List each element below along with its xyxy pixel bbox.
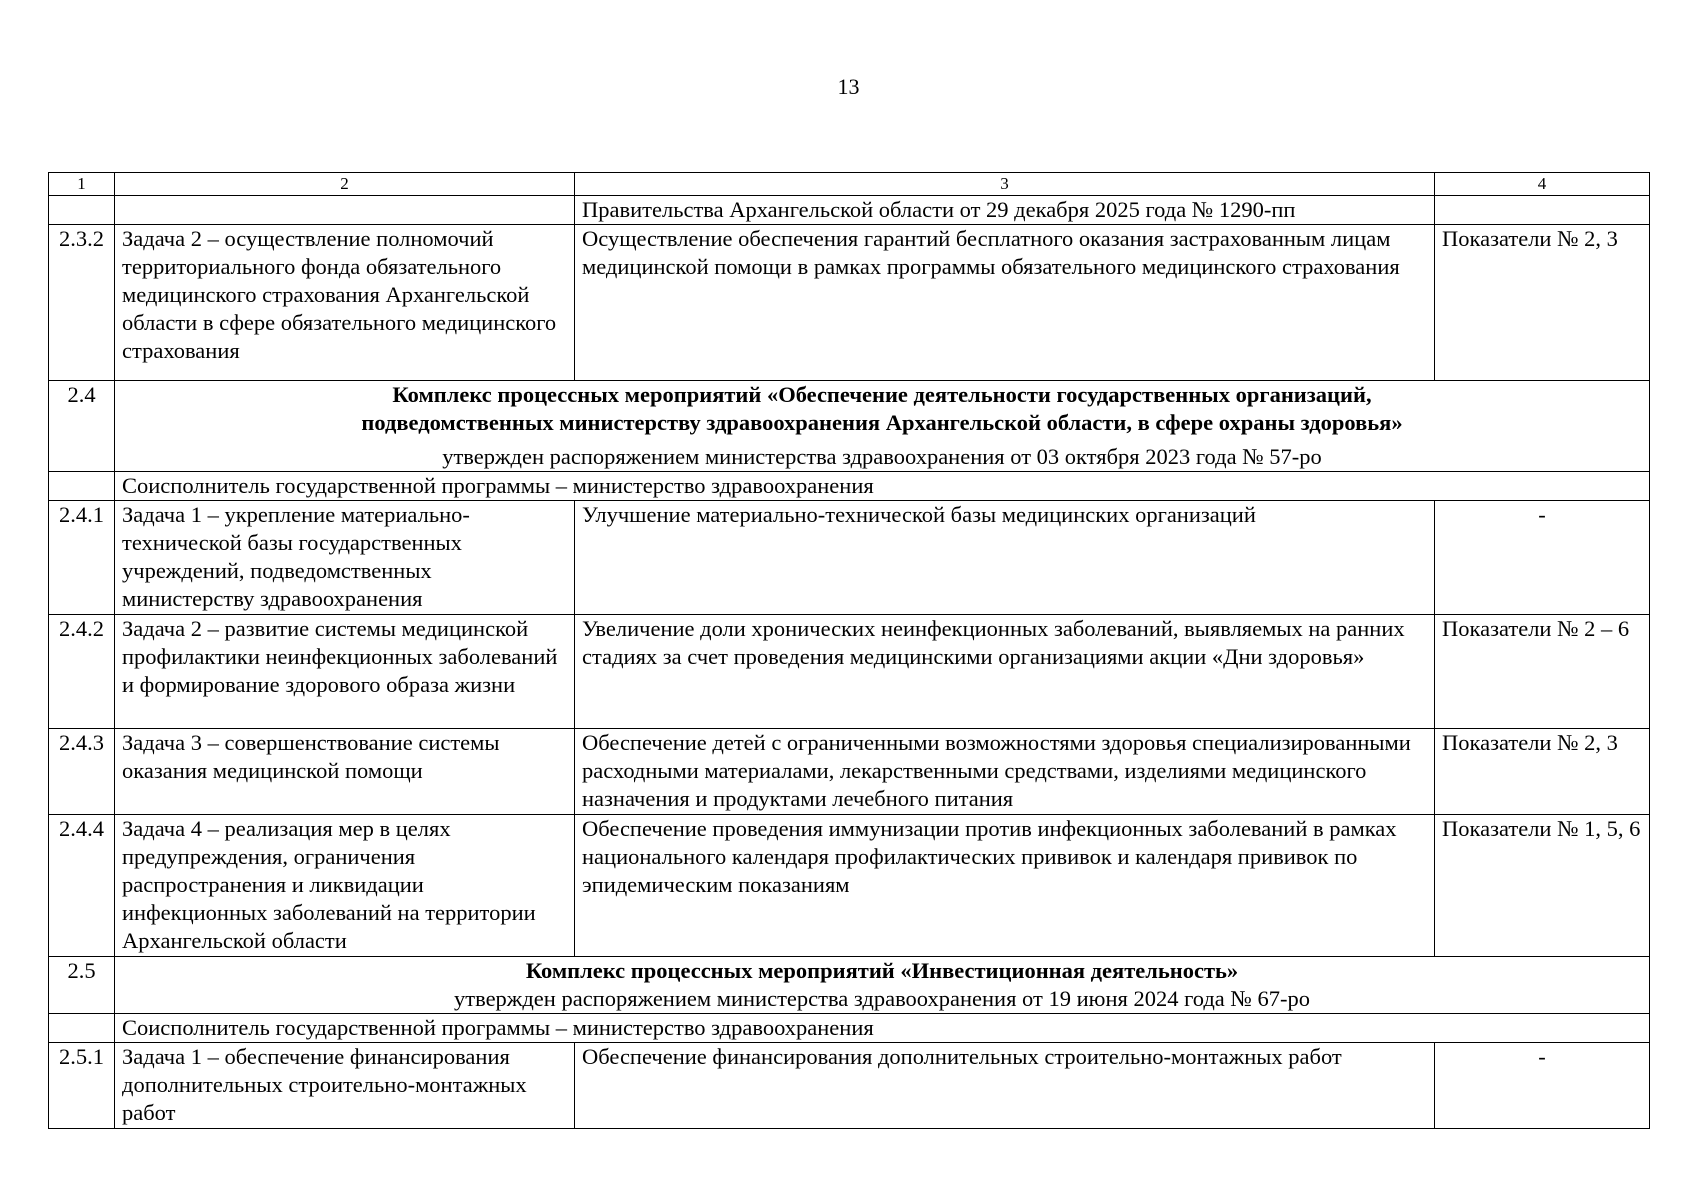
indicators-cell: Показатели № 2, 3 — [1435, 729, 1650, 815]
header-cell: 2 — [115, 173, 575, 196]
indicators-cell: Показатели № 2, 3 — [1435, 225, 1650, 381]
table-row — [49, 196, 1650, 225]
result-cell: Улучшение материально-технической базы медицинских организаций — [575, 501, 1435, 615]
number-cell: 2.4.3 — [49, 729, 115, 815]
indicators-cell: - — [1435, 1043, 1650, 1129]
header-cell: 1 — [49, 173, 115, 196]
task-cell: Задача 4 – реализация мер в целях предупреждения, ограничения распространения и ликвидации инфекционных заболеваний на территории Архангельской области — [115, 815, 575, 957]
section-row — [49, 381, 1650, 472]
indicators-cell: - — [1435, 501, 1650, 615]
section-title-line: подведомственных министерству здравоохранения Архангельской области, в сфере охраны здоровья» — [361, 410, 1403, 435]
page-number: 13 — [837, 74, 860, 99]
task-cell: Задача 1 – укрепление материально-технической базы государственных учреждений, подведомственных министерству здравоохранения — [115, 501, 575, 615]
indicators-cell — [1435, 196, 1650, 225]
number-cell: 2.4 — [49, 381, 115, 472]
program-table — [48, 172, 1650, 1129]
result-cell: Обеспечение проведения иммунизации против инфекционных заболеваний в рамках национального календаря профилактических прививок и календаря прививок по эпидемическим показаниям — [575, 815, 1435, 957]
header-cell: 4 — [1435, 173, 1650, 196]
table-row — [49, 815, 1650, 957]
number-cell: 2.4.4 — [49, 815, 115, 957]
number-cell: 2.4.2 — [49, 615, 115, 729]
task-cell: Задача 2 – развитие системы медицинской профилактики неинфекционных заболеваний и формирование здорового образа жизни — [115, 615, 575, 729]
section-subtitle: утвержден распоряжением министерства здравоохранения от 19 июня 2024 года № 67-ро — [454, 986, 1310, 1011]
number-cell — [49, 1014, 115, 1043]
task-cell: Задача 1 – обеспечение финансирования дополнительных строительно-монтажных работ — [115, 1043, 575, 1129]
number-cell: 2.3.2 — [49, 225, 115, 381]
table-row — [49, 501, 1650, 615]
table-row — [49, 225, 1650, 381]
task-cell: Задача 2 – осуществление полномочий территориального фонда обязательного медицинского страхования Архангельской области в сфере обязательного медицинского страхования — [115, 225, 575, 381]
number-cell — [49, 472, 115, 501]
table-row — [49, 1043, 1650, 1129]
coexecutor-row — [49, 1014, 1650, 1043]
task-cell — [115, 196, 575, 225]
result-cell: Осуществление обеспечения гарантий бесплатного оказания застрахованным лицам медицинской помощи в рамках программы обязательного медицинского страхования — [575, 225, 1435, 381]
section-row — [49, 957, 1650, 1014]
table-row — [49, 615, 1650, 729]
coexecutor-cell: Соисполнитель государственной программы – министерство здравоохранения — [115, 472, 1650, 501]
result-cell: Правительства Архангельской области от 29 декабря 2025 года № 1290-пп — [575, 196, 1435, 225]
section-title-line: Комплекс процессных мероприятий «Обеспечение деятельности государственных организаций, — [392, 382, 1372, 407]
coexecutor-cell: Соисполнитель государственной программы – министерство здравоохранения — [115, 1014, 1650, 1043]
table-row — [49, 729, 1650, 815]
section-title-cell — [115, 381, 1650, 472]
indicators-cell: Показатели № 2 – 6 — [1435, 615, 1650, 729]
indicators-cell: Показатели № 1, 5, 6 — [1435, 815, 1650, 957]
section-subtitle: утвержден распоряжением министерства здравоохранения от 03 октября 2023 года № 57-ро — [442, 444, 1322, 469]
number-cell: 2.5 — [49, 957, 115, 1014]
task-cell: Задача 3 – совершенствование системы оказания медицинской помощи — [115, 729, 575, 815]
result-cell: Увеличение доли хронических неинфекционных заболеваний, выявляемых на ранних стадиях за счет проведения медицинскими организациями акции «Дни здоровья» — [575, 615, 1435, 729]
section-title-cell — [115, 957, 1650, 1014]
number-cell — [49, 196, 115, 225]
section-title-line: Комплекс процессных мероприятий «Инвестиционная деятельность» — [525, 958, 1239, 983]
coexecutor-row — [49, 472, 1650, 501]
table-header-row — [49, 173, 1650, 196]
number-cell: 2.4.1 — [49, 501, 115, 615]
result-cell: Обеспечение детей с ограниченными возможностями здоровья специализированными расходными материалами, лекарственными средствами, изделиями медицинского назначения и продуктами лечебного питания — [575, 729, 1435, 815]
number-cell: 2.5.1 — [49, 1043, 115, 1129]
result-cell: Обеспечение финансирования дополнительных строительно-монтажных работ — [575, 1043, 1435, 1129]
header-cell: 3 — [575, 173, 1435, 196]
